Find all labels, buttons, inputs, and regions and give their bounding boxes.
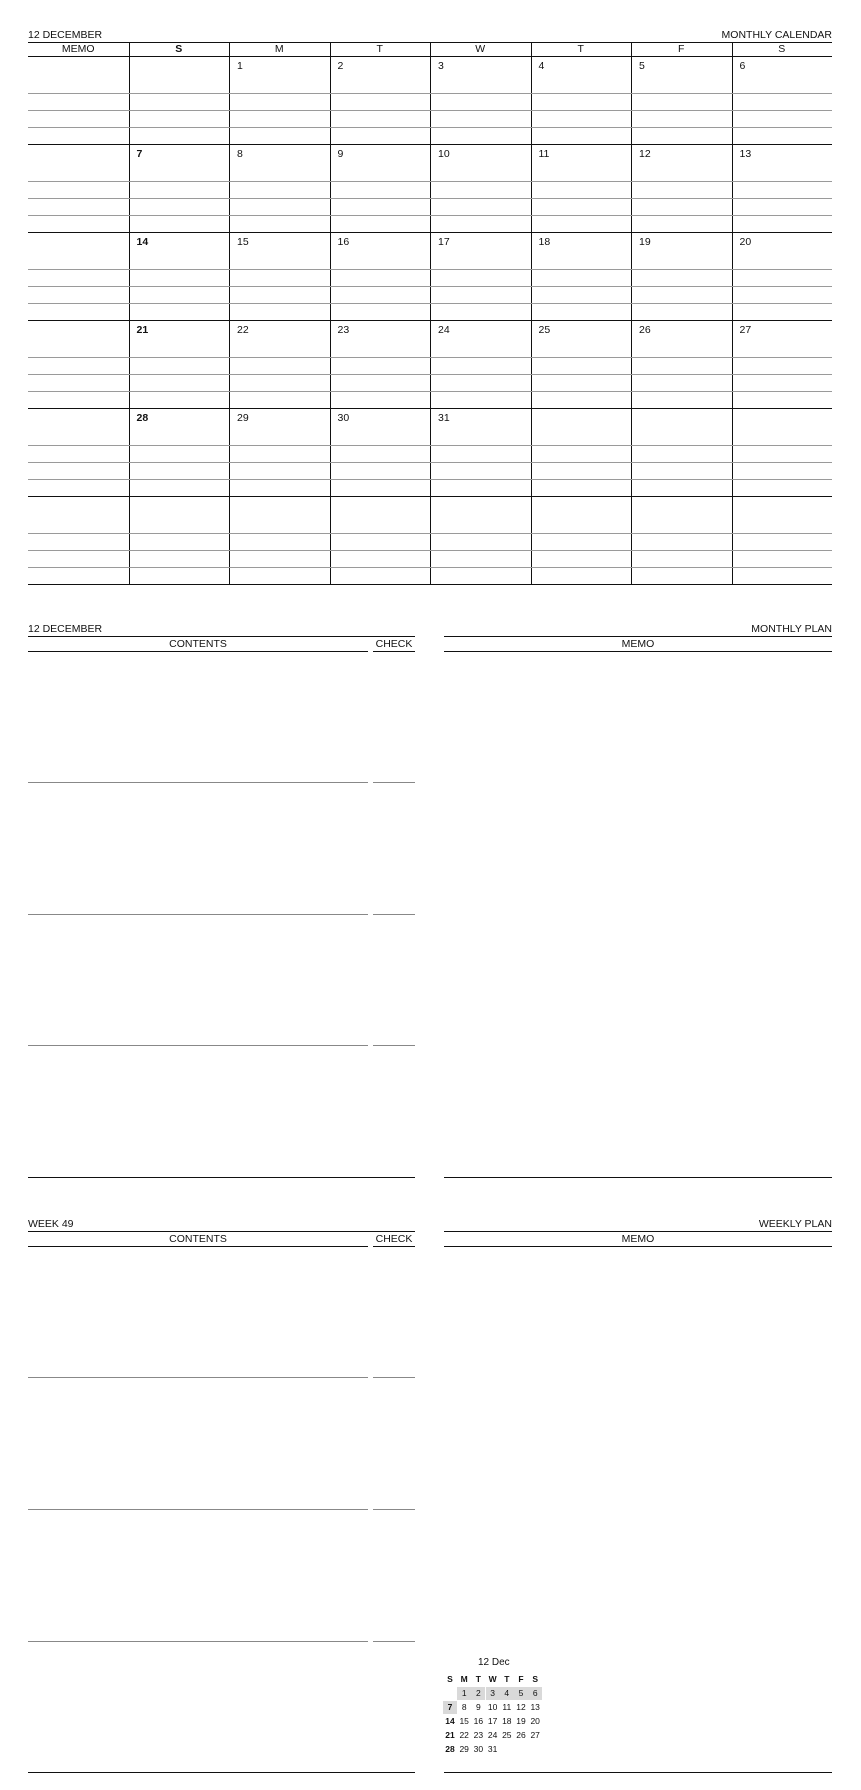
calendar-month-label: 12 DECEMBER — [28, 29, 103, 41]
monthly-memo-header-rule — [444, 651, 832, 652]
calendar-day-cell[interactable] — [531, 320, 632, 408]
calendar-day-cell[interactable] — [531, 144, 632, 232]
calendar-day-cell[interactable] — [631, 496, 732, 584]
calendar-day-number: 19 — [639, 236, 651, 248]
calendar-day-cell[interactable] — [631, 232, 732, 320]
mini-calendar-day[interactable]: 29 — [459, 1744, 469, 1754]
calendar-day-number: 25 — [538, 324, 551, 336]
weekly-contents-header: CONTENTS — [169, 1233, 227, 1245]
mini-calendar-day[interactable]: 4 — [500, 1687, 514, 1700]
mini-calendar-day[interactable]: 2 — [471, 1687, 485, 1700]
weekly-contents-line[interactable] — [28, 1509, 368, 1510]
mini-calendar-day[interactable]: 6 — [528, 1687, 542, 1700]
mini-calendar-day[interactable]: 14 — [445, 1716, 455, 1726]
mini-calendar-weekday: T — [504, 1674, 510, 1684]
mini-calendar-day[interactable]: 20 — [530, 1716, 540, 1726]
mini-calendar — [443, 1673, 545, 1753]
calendar-weekday-header: T — [577, 43, 584, 55]
calendar-weekday-header: F — [678, 43, 685, 55]
monthly-memo-bottom-rule — [444, 1177, 832, 1178]
weekly-contents-top-rule — [28, 1231, 415, 1232]
calendar-day-number: 2 — [337, 60, 344, 72]
calendar-day-number: 15 — [237, 236, 249, 248]
weekly-memo-top-rule — [444, 1231, 832, 1232]
mini-calendar-day[interactable]: 13 — [530, 1702, 540, 1712]
calendar-day-number: 16 — [337, 236, 350, 248]
weekly-check-line[interactable] — [373, 1641, 415, 1642]
monthly-check-line[interactable] — [373, 914, 415, 915]
calendar-day-number: 29 — [237, 412, 249, 424]
monthly-contents-top-rule — [28, 636, 415, 637]
monthly-memo-header: MEMO — [621, 638, 655, 650]
calendar-day-number: 8 — [237, 148, 243, 160]
calendar-day-cell[interactable] — [330, 496, 431, 584]
mini-calendar-day[interactable]: 21 — [445, 1730, 455, 1740]
calendar-day-number: 31 — [438, 412, 450, 424]
calendar-day-number: 12 — [639, 148, 651, 160]
mini-calendar-day[interactable]: 3 — [486, 1687, 500, 1700]
calendar-day-number: 13 — [739, 148, 752, 160]
calendar-weekday-header: S — [778, 43, 786, 55]
weekly-check-line[interactable] — [373, 1509, 415, 1510]
mini-calendar-day[interactable]: 9 — [476, 1702, 481, 1712]
weekly-contents-line[interactable] — [28, 1641, 368, 1642]
calendar-day-cell[interactable] — [732, 408, 833, 496]
calendar-day-cell[interactable] — [732, 232, 833, 320]
calendar-day-number: 1 — [237, 60, 243, 72]
mini-calendar-weekday: S — [447, 1674, 453, 1684]
mini-calendar-day[interactable]: 23 — [473, 1730, 484, 1740]
calendar-page-title: MONTHLY CALENDAR — [721, 29, 832, 41]
monthly-plan-month-label: 12 DECEMBER — [28, 623, 103, 635]
mini-calendar-day[interactable]: 24 — [487, 1730, 498, 1740]
calendar-day-number: 27 — [739, 324, 752, 336]
calendar-day-number: 10 — [438, 148, 450, 160]
mini-calendar-weekday: S — [532, 1674, 539, 1684]
calendar-day-cell[interactable] — [229, 320, 330, 408]
mini-calendar-day[interactable]: 30 — [473, 1744, 484, 1754]
weekly-plan-week-label: WEEK 49 — [28, 1218, 74, 1230]
mini-calendar-day[interactable] — [514, 1743, 528, 1756]
calendar-day-cell[interactable] — [229, 56, 330, 144]
calendar-day-number: 7 — [136, 148, 143, 160]
monthly-check-header: CHECK — [375, 638, 413, 650]
monthly-check-header-rule — [373, 651, 415, 652]
mini-calendar-day[interactable]: 11 — [502, 1702, 512, 1712]
weekly-memo-header: MEMO — [621, 1233, 655, 1245]
calendar-day-cell[interactable] — [531, 496, 632, 584]
monthly-contents-line[interactable] — [28, 782, 368, 783]
calendar-weekday-header: W — [475, 43, 486, 55]
mini-calendar-day[interactable]: 31 — [487, 1744, 498, 1754]
calendar-day-cell[interactable] — [129, 496, 230, 584]
weekly-plan-title: WEEKLY PLAN — [758, 1218, 832, 1230]
mini-calendar-day[interactable]: 25 — [502, 1730, 512, 1740]
weekly-check-line[interactable] — [373, 1377, 415, 1378]
mini-calendar-title: 12 Dec — [478, 1657, 510, 1668]
monthly-calendar-grid — [28, 42, 832, 584]
calendar-day-cell[interactable] — [129, 232, 230, 320]
calendar-day-cell[interactable] — [430, 496, 531, 584]
monthly-check-line[interactable] — [373, 782, 415, 783]
calendar-day-number: 28 — [136, 412, 149, 424]
calendar-day-cell[interactable] — [129, 320, 230, 408]
calendar-day-cell[interactable] — [631, 144, 732, 232]
calendar-day-cell[interactable] — [531, 408, 632, 496]
calendar-day-cell[interactable] — [330, 408, 431, 496]
mini-calendar-day[interactable]: 16 — [473, 1716, 484, 1726]
weekly-memo-bottom-rule — [444, 1772, 832, 1773]
mini-calendar-day[interactable]: 18 — [502, 1716, 512, 1726]
weekly-contents-line[interactable] — [28, 1377, 368, 1378]
mini-calendar-day[interactable]: 28 — [445, 1744, 455, 1754]
calendar-day-cell[interactable] — [430, 408, 531, 496]
calendar-day-number: 17 — [438, 236, 450, 248]
mini-calendar-day[interactable]: 27 — [530, 1730, 540, 1740]
calendar-day-cell[interactable] — [229, 232, 330, 320]
calendar-day-number: 20 — [739, 236, 752, 248]
monthly-contents-bottom-rule — [28, 1177, 415, 1178]
calendar-memo-cell[interactable] — [28, 496, 129, 584]
calendar-day-cell[interactable] — [129, 56, 230, 144]
calendar-week-rule — [28, 584, 832, 585]
calendar-day-cell[interactable] — [229, 408, 330, 496]
calendar-memo-cell[interactable] — [28, 232, 129, 320]
calendar-day-cell[interactable] — [732, 56, 833, 144]
mini-calendar-day[interactable]: 1 — [457, 1687, 471, 1700]
calendar-day-number: 23 — [337, 324, 350, 336]
monthly-contents-header: CONTENTS — [169, 638, 227, 650]
mini-calendar-weekday: M — [460, 1674, 468, 1684]
calendar-day-number: 30 — [337, 412, 350, 424]
mini-calendar-weekday: F — [518, 1674, 524, 1684]
calendar-day-number: 11 — [538, 148, 550, 160]
calendar-day-cell[interactable] — [430, 56, 531, 144]
calendar-day-cell[interactable] — [129, 408, 230, 496]
calendar-day-cell[interactable] — [631, 408, 732, 496]
calendar-weekday-header: T — [376, 43, 383, 55]
calendar-day-cell[interactable] — [129, 144, 230, 232]
mini-calendar-day[interactable]: 12 — [516, 1702, 526, 1712]
mini-calendar-day[interactable]: 5 — [514, 1687, 528, 1700]
calendar-day-cell[interactable] — [531, 56, 632, 144]
calendar-day-cell[interactable] — [330, 232, 431, 320]
calendar-weekday-header: M — [274, 43, 284, 55]
calendar-day-cell[interactable] — [430, 320, 531, 408]
monthly-contents-line[interactable] — [28, 1045, 368, 1046]
calendar-day-number: 4 — [538, 60, 545, 72]
weekly-contents-header-rule — [28, 1246, 368, 1247]
mini-calendar-day[interactable]: 15 — [459, 1716, 469, 1726]
monthly-contents-header-rule — [28, 651, 368, 652]
mini-calendar-day[interactable]: 17 — [487, 1716, 498, 1726]
monthly-memo-top-rule — [444, 636, 832, 637]
calendar-day-cell[interactable] — [732, 320, 833, 408]
mini-calendar-day[interactable] — [500, 1743, 514, 1756]
mini-calendar-day[interactable]: 10 — [487, 1702, 498, 1712]
calendar-day-cell[interactable] — [330, 320, 431, 408]
calendar-day-cell[interactable] — [430, 144, 531, 232]
weekly-contents-bottom-rule — [28, 1772, 415, 1773]
calendar-day-number: 14 — [136, 236, 149, 248]
monthly-contents-line[interactable] — [28, 914, 368, 915]
calendar-memo-cell[interactable] — [28, 408, 129, 496]
calendar-memo-header: MEMO — [61, 43, 95, 55]
calendar-day-number: 9 — [337, 148, 344, 160]
calendar-weekday-header: S — [175, 43, 183, 55]
calendar-day-cell[interactable] — [531, 232, 632, 320]
calendar-day-number: 18 — [538, 236, 551, 248]
mini-calendar-day[interactable]: 22 — [459, 1730, 469, 1740]
calendar-day-number: 24 — [438, 324, 450, 336]
calendar-day-number: 22 — [237, 324, 249, 336]
mini-calendar-day[interactable]: 26 — [516, 1730, 526, 1740]
monthly-plan-title: MONTHLY PLAN — [751, 623, 832, 635]
calendar-day-number: 21 — [136, 324, 149, 336]
monthly-check-line[interactable] — [373, 1045, 415, 1046]
calendar-day-cell[interactable] — [732, 144, 833, 232]
calendar-memo-cell[interactable] — [28, 144, 129, 232]
calendar-day-number: 3 — [438, 60, 444, 72]
calendar-memo-cell[interactable] — [28, 56, 129, 144]
calendar-day-cell[interactable] — [430, 232, 531, 320]
calendar-day-cell[interactable] — [732, 496, 833, 584]
calendar-day-number: 5 — [639, 60, 645, 72]
calendar-memo-cell[interactable] — [28, 320, 129, 408]
mini-calendar-weekday: W — [488, 1674, 497, 1684]
mini-calendar-day[interactable] — [443, 1687, 457, 1700]
calendar-day-cell[interactable] — [330, 56, 431, 144]
weekly-check-header: CHECK — [375, 1233, 413, 1245]
calendar-day-cell[interactable] — [330, 144, 431, 232]
calendar-day-number: 26 — [639, 324, 651, 336]
mini-calendar-day[interactable]: 19 — [516, 1716, 526, 1726]
weekly-memo-header-rule — [444, 1246, 832, 1247]
calendar-day-cell[interactable] — [229, 496, 330, 584]
weekly-check-header-rule — [373, 1246, 415, 1247]
calendar-day-number: 6 — [739, 60, 746, 72]
mini-calendar-day[interactable]: 8 — [461, 1702, 467, 1712]
mini-calendar-weekday: T — [475, 1674, 481, 1684]
calendar-day-cell[interactable] — [631, 320, 732, 408]
calendar-day-cell[interactable] — [229, 144, 330, 232]
mini-calendar-day[interactable]: 7 — [443, 1701, 457, 1714]
calendar-day-cell[interactable] — [631, 56, 732, 144]
mini-calendar-day[interactable] — [528, 1743, 542, 1756]
